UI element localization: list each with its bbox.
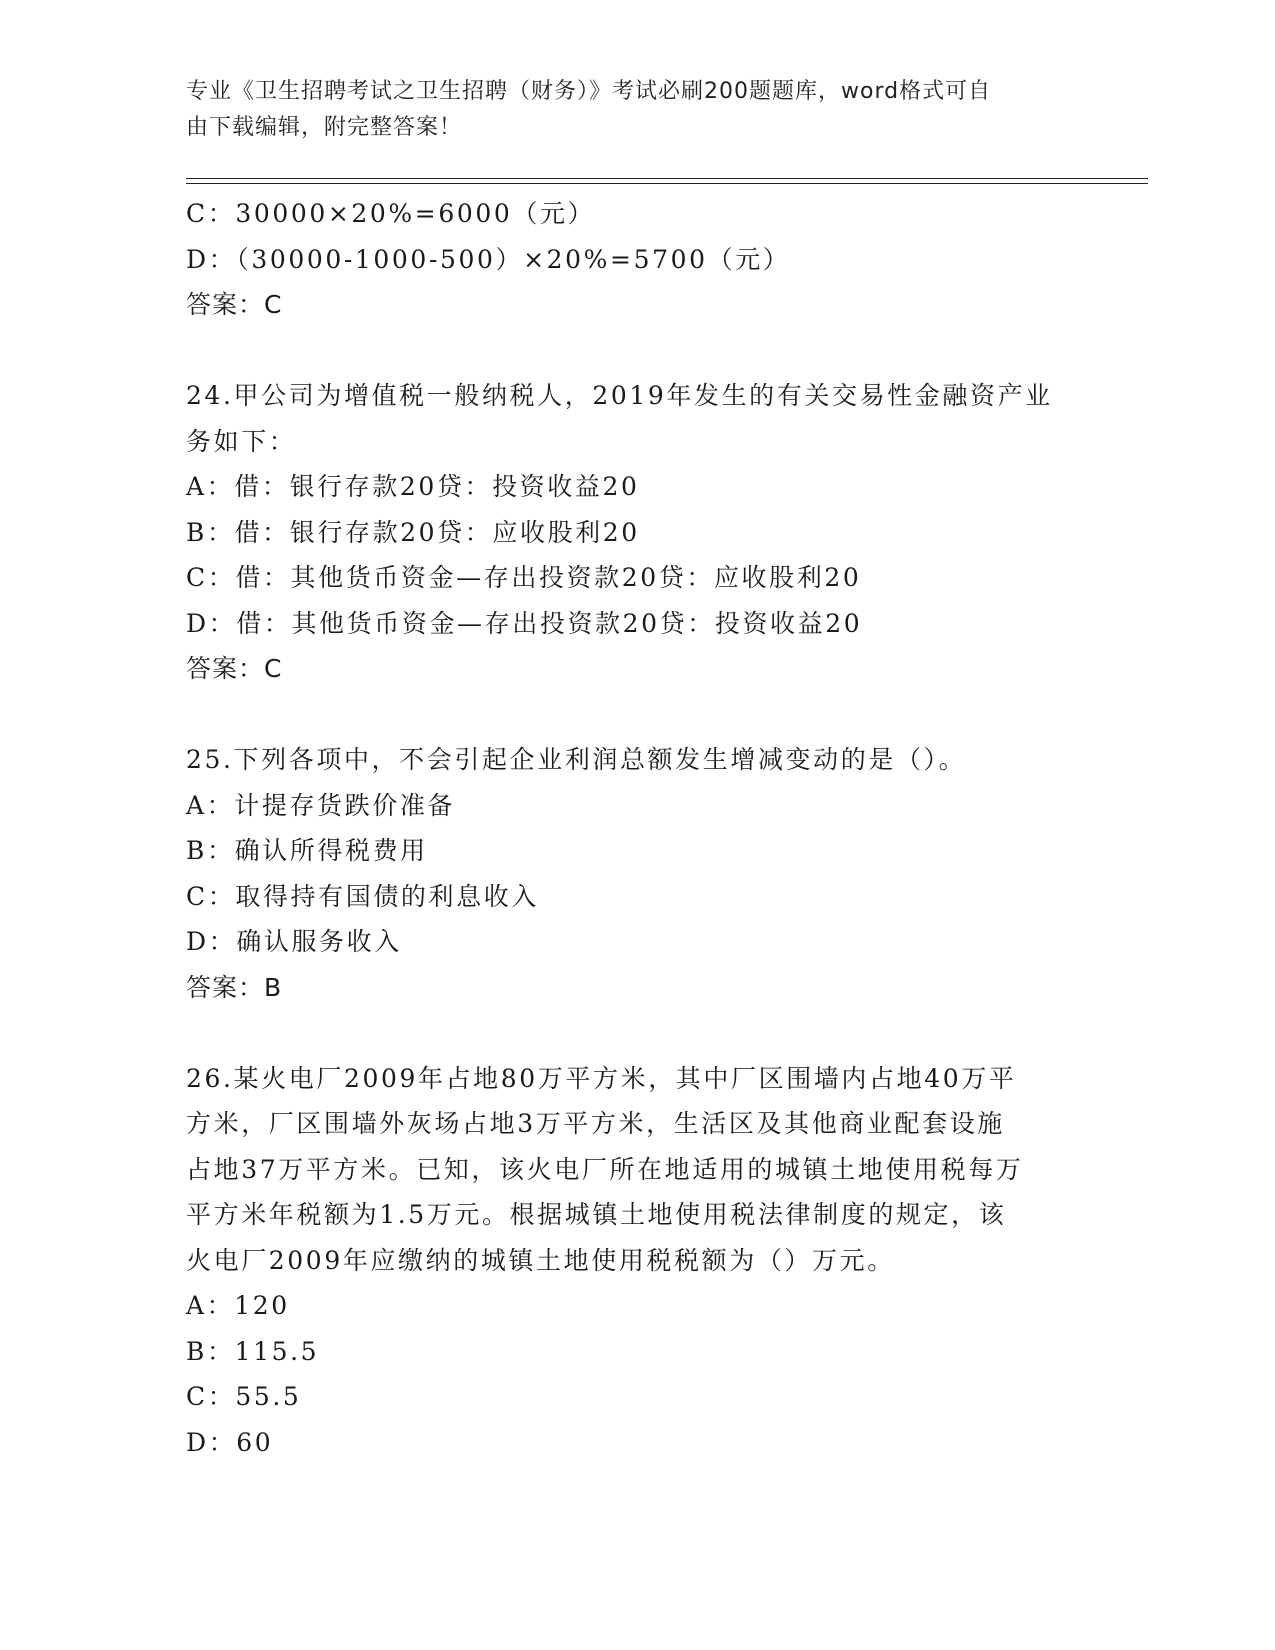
header-title-line-2: 由下载编辑，附完整答案！ <box>186 115 463 140</box>
answer: 答案：C <box>186 654 283 683</box>
question-stem-line: 占地37万平方米。已知，该火电厂所在地适用的城镇土地使用税每万 <box>186 1154 1024 1184</box>
option-a: A：借：银行存款20贷：投资收益20 <box>186 472 640 501</box>
option-c: C：30000×20%=6000（元） <box>186 199 596 228</box>
question-stem-line: 平方米年税额为1.5万元。根据城镇土地使用税法律制度的规定，该 <box>186 1200 1007 1229</box>
question-list <box>186 191 1106 1465</box>
spacer <box>186 328 1106 374</box>
question-23-continued <box>186 191 1106 328</box>
question-stem-line: 24.甲公司为增值税一般纳税人，2019年发生的有关交易性金融资产业 <box>186 381 1053 410</box>
spacer <box>186 1010 1106 1056</box>
question-stem-line: 25.下列各项中，不会引起企业利润总额发生增减变动的是（）。 <box>186 745 967 774</box>
question-24 <box>186 373 1106 692</box>
question-25 <box>186 737 1106 1010</box>
option-b: B：借：银行存款20贷：应收股利20 <box>186 517 640 547</box>
header-title-line-1: 专业《卫生招聘考试之卫生招聘（财务）》考试必刷200题题库，word格式可自 <box>186 79 992 104</box>
option-d: D：60 <box>186 1427 274 1457</box>
answer: 答案：C <box>186 290 283 319</box>
answer: 答案：B <box>186 972 283 1002</box>
option-c: C：取得持有国债的利息收入 <box>186 881 539 911</box>
option-a: A：计提存货跌价准备 <box>186 790 456 820</box>
question-stem-line: 务如下： <box>186 426 297 456</box>
document-header <box>186 74 1086 146</box>
option-b: B：115.5 <box>186 1336 320 1366</box>
option-d: D：借：其他货币资金—存出投资款20贷：投资收益20 <box>186 608 863 638</box>
option-c: C：借：其他货币资金—存出投资款20贷：应收股利20 <box>186 563 862 592</box>
question-stem-line: 方米，厂区围墙外灰场占地3万平方米，生活区及其他商业配套设施 <box>186 1109 1005 1138</box>
header-divider-top <box>186 178 1148 179</box>
question-stem-line: 26.某火电厂2009年占地80万平方米，其中厂区围墙内占地40万平 <box>186 1063 1017 1093</box>
spacer <box>186 692 1106 738</box>
header-divider-bottom <box>186 183 1148 184</box>
option-d: D：确认服务收入 <box>186 927 402 956</box>
option-d: D：（30000-1000-500）×20%=5700（元） <box>186 244 791 274</box>
question-stem-line: 火电厂2009年应缴纳的城镇土地使用税税额为（）万元。 <box>186 1245 895 1275</box>
option-c: C：55.5 <box>186 1382 302 1411</box>
option-a: A：120 <box>186 1291 290 1320</box>
option-b: B：确认所得税费用 <box>186 836 428 865</box>
question-26 <box>186 1056 1106 1466</box>
